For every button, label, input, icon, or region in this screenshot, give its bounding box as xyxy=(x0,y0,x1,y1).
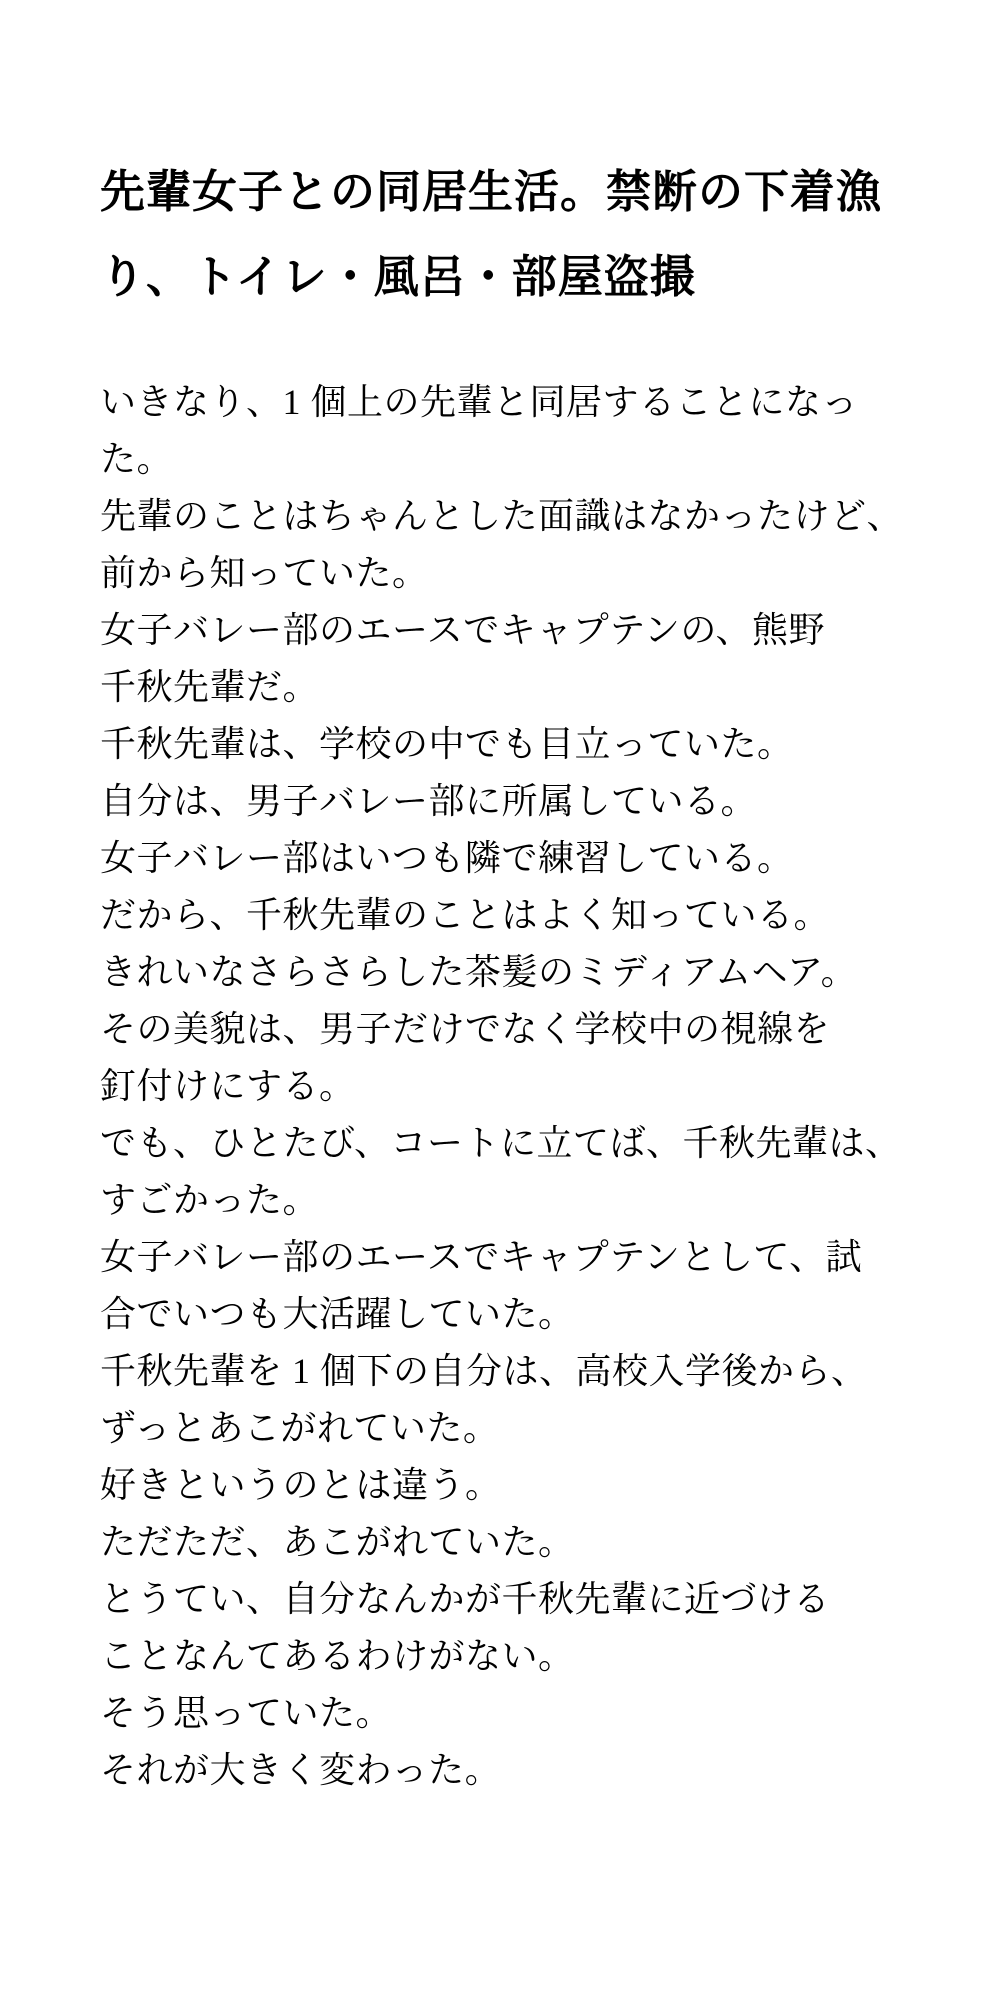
body-line: その美貌は、男子だけでなく学校中の視線を xyxy=(100,1009,831,1049)
body-line: 千秋先輩は、学校の中でも目立っていた。 xyxy=(100,724,794,764)
body-line: ことなんてあるわけがない。 xyxy=(100,1636,575,1676)
article-body xyxy=(100,374,904,1799)
body-line: すごかった。 xyxy=(100,1180,320,1220)
body-line: 女子バレー部のエースでキャプテンの、熊野 xyxy=(100,610,825,650)
body-line: 千秋先輩を 1 個下の自分は、高校入学後から、 xyxy=(100,1351,868,1391)
title-line: 先輩女子との同居生活。禁断の下着漁 xyxy=(100,167,883,217)
body-line: でも、ひとたび、コートに立てば、千秋先輩は、 xyxy=(100,1123,902,1163)
body-line: ただただ、あこがれていた。 xyxy=(100,1522,575,1562)
body-line: た。 xyxy=(100,439,174,479)
body-line: 釘付けにする。 xyxy=(100,1066,356,1106)
body-line: 前から知っていた。 xyxy=(100,553,429,593)
body-line: 千秋先輩だ。 xyxy=(100,667,320,707)
title-line: り、トイレ・風呂・部屋盗撮 xyxy=(100,252,696,302)
body-line: いきなり、1 個上の先輩と同居することになっ xyxy=(100,382,859,422)
body-line: 自分は、男子バレー部に所属している。 xyxy=(100,781,758,821)
body-line: それが大きく変わった。 xyxy=(100,1750,502,1790)
body-line: 女子バレー部のエースでキャプテンとして、試 xyxy=(100,1237,863,1277)
body-line: ずっとあこがれていた。 xyxy=(100,1408,500,1448)
body-line: とうてい、自分なんかが千秋先輩に近づける xyxy=(100,1579,831,1619)
body-line: そう思っていた。 xyxy=(100,1693,393,1733)
body-line: 先輩のことはちゃんとした面識はなかったけど、 xyxy=(100,496,904,536)
body-line: きれいなさらさらした茶髪のミディアムヘア。 xyxy=(100,952,858,992)
article-title xyxy=(100,150,900,320)
body-line: だから、千秋先輩のことはよく知っている。 xyxy=(100,895,831,935)
body-line: 好きというのとは違う。 xyxy=(100,1465,502,1505)
body-line: 女子バレー部はいつも隣で練習している。 xyxy=(100,838,794,878)
body-line: 合でいつも大活躍していた。 xyxy=(100,1294,575,1334)
